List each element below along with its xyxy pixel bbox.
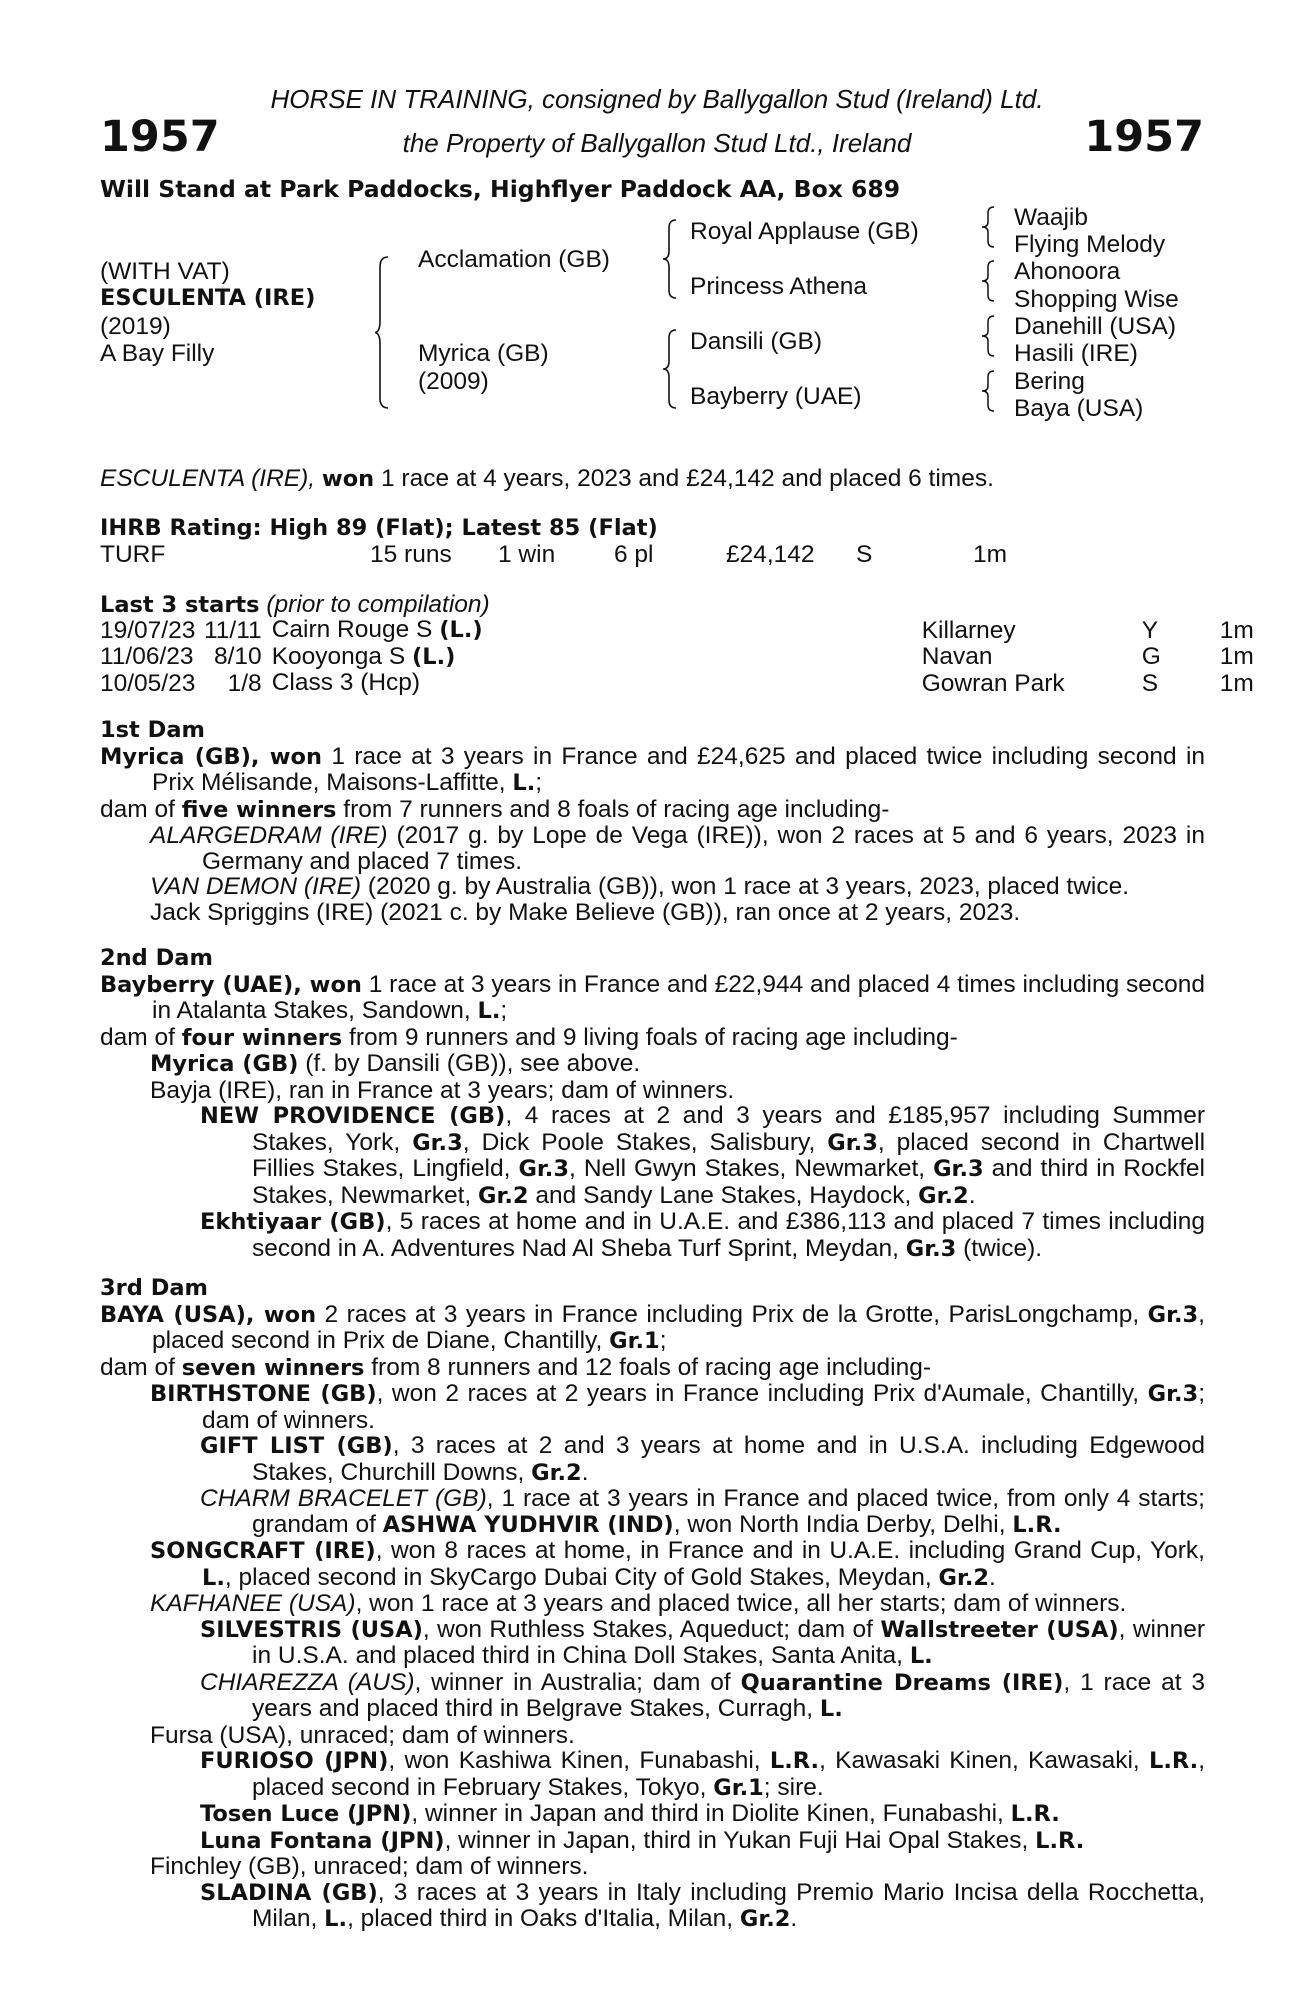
start-race: Kooyonga S (L.) [271,642,456,670]
first-dam-heading: 1st Dam [100,717,205,743]
summary-text: 1 race at 4 years, 2023 and £24,142 and placed 6 times. [380,465,994,492]
last-starts-title: Last 3 starts [100,592,260,618]
start-date: 19/07/23 [100,616,196,644]
start-distance: 1m [1219,669,1254,697]
list-item: CHARM BRACELET (GB), 1 race at 3 years in France and placed twice, from only 4 starts; grandam of ASHWA YUDHVIR (IND), won North India Derby, Delhi, L.R. [200,1485,1205,1538]
third-dam-produce: dam of seven winners from 8 runners and 12 foals of racing age including- [100,1353,931,1381]
start-course: Navan [921,643,993,670]
summary-horse-name: ESCULENTA (IRE), [100,465,316,492]
list-item: SONGCRAFT (IRE), won 8 races at home, in France and in U.A.E. including Grand Cup, York, L., placed second in SkyCargo Dubai City of Gold Stakes, Meydan, Gr.2. [150,1537,1205,1591]
list-item: BIRTHSTONE (GB), won 2 races at 2 years in France including Prix d'Aumale, Chantilly, Gr.3; dam of winners. [150,1380,1205,1434]
list-item: Finchley (GB), unraced; dam of winners. [150,1853,589,1880]
grandsire-3: Danehill (USA) [1014,313,1177,340]
sire-sire: Royal Applause (GB) [690,218,919,245]
vat-label: (WITH VAT) [100,258,230,285]
list-item: SLADINA (GB), 3 races at 3 years in Italy including Premio Mario Incisa della Rocchetta, Milan, L., placed third in Oaks d'Italia, Milan, Gr.2. [200,1878,1205,1932]
granddam-3: Hasili (IRE) [1014,340,1138,367]
rating-placed: 6 pl [614,541,654,568]
table-row [100,617,1254,644]
grandsire-1: Waajib [1014,204,1088,231]
rating-earnings: £24,142 [726,541,815,568]
pedigree-brace-dam [662,328,678,410]
rating-title: IHRB Rating: High 89 (Flat); Latest 85 (Flat) [100,515,658,541]
rating-surface: TURF [100,541,166,568]
dam-sire: Dansili (GB) [690,328,823,355]
start-position: 11/11 [204,616,262,644]
list-item: Bayja (IRE), ran in France at 3 years; dam of winners. [150,1076,735,1104]
summary-won: won [321,466,375,492]
start-race: Class 3 (Hcp) [271,669,421,696]
start-going: Y [1141,616,1159,644]
pedigree-brace-sire [662,218,678,300]
last-starts-note: (prior to compilation) [266,591,490,618]
list-item: NEW PROVIDENCE (GB), 4 races at 2 and 3 years and £185,957 including Summer Stakes, York, Gr.3, Dick Poole Stakes, Salisbury, Gr.3, placed second in Chartwell Fillies Stakes, Lingfield, Gr.3, Nell Gwyn Stakes, Newmarket, Gr.3 and third in Rockfel Stakes, Newmarket, Gr.2 and Sandy Lane Stakes, Haydock, Gr.2. [200,1102,1206,1209]
list-item: Jack Spriggins (IRE) (2021 c. by Make Believe (GB)), ran once at 2 years, 2023. [150,898,1021,926]
horse-name: ESCULENTA (IRE) [100,285,316,311]
first-dam-record: Myrica (GB), won 1 race at 3 years in France and £24,625 and placed twice including second in Prix Mélisande, Maisons-Laffitte, L.; [100,742,1206,796]
list-item: FURIOSO (JPN), won Kashiwa Kinen, Funabashi, L.R., Kawasaki Kinen, Kawasaki, L.R., placed second in February Stakes, Tokyo, Gr.1; sire. [200,1747,1206,1801]
list-item: CHIAREZZA (AUS), winner in Australia; dam of Quarantine Dreams (IRE), 1 race at 3 years and placed third in Belgrave Stakes, Curragh, L. [200,1668,1205,1722]
second-dam-section [100,946,1205,1262]
grandsire-4: Bering [1014,368,1085,395]
start-distance: 1m [1219,643,1254,670]
start-race: Cairn Rouge S (L.) [271,616,483,643]
first-dam-section [100,718,1205,925]
table-row [100,670,1254,697]
list-item: Ekhtiyaar (GB), 5 races at home and in U.A.E. and £386,113 and placed 7 times including second in A. Adventures Nad Al Sheba Turf Sprint, Meydan, Gr.3 (twice). [200,1208,1206,1262]
list-item: SILVESTRIS (USA), won Ruthless Stakes, Aqueduct; dam of Wallstreeter (USA), winner in U.S.A. and placed third in China Doll Stakes, Santa Anita, L. [200,1615,1205,1669]
granddam-4: Baya (USA) [1014,395,1144,422]
last-starts-title-line [100,591,490,619]
pedigree-brace-g2 [980,259,996,303]
rating-going: S [856,541,873,568]
list-item: ALARGEDRAM (IRE) (2017 g. by Lope de Vega (IRE)), won 2 races at 5 and 6 years, 2023 in Germany and placed 7 times. [150,822,1205,875]
table-row [100,644,1254,671]
pedigree-brace-g1 [980,205,996,249]
third-dam-section [100,1276,1205,1933]
list-item: Fursa (USA), unraced; dam of winners. [150,1721,575,1749]
lot-number-left: 1957 [100,112,220,162]
dam-dam: Bayberry (UAE) [690,383,862,410]
start-course: Gowran Park [921,669,1065,697]
start-distance: 1m [1219,616,1254,644]
second-dam-produce: dam of four winners from 9 runners and 9 living foals of racing age including- [100,1023,958,1051]
first-dam-produce: dam of five winners from 7 runners and 8 foals of racing age including- [100,795,890,823]
property-line: the Property of Ballygallon Stud Ltd., Ireland [402,128,912,158]
third-dam-heading: 3rd Dam [100,1275,208,1301]
start-going: S [1141,669,1159,697]
list-item: KAFHANEE (USA), won 1 race at 3 years and placed twice, all her starts; dam of winners. [150,1590,1127,1617]
consignor-line: HORSE IN TRAINING, consigned by Ballygallon Stud (Ireland) Ltd. [270,84,1044,114]
list-item: Tosen Luce (JPN), winner in Japan and third in Diolite Kinen, Funabashi, L.R. [200,1800,1060,1827]
grandsire-2: Ahonoora [1014,258,1121,285]
list-item: Luna Fontana (JPN), winner in Japan, third in Yukan Fuji Hai Opal Stakes, L.R. [200,1826,1085,1854]
pedigree-brace-g4 [980,369,996,413]
start-course: Killarney [921,616,1016,644]
start-going: G [1141,643,1161,670]
rating-distance: 1m [973,541,1008,568]
pedigree-brace-main [374,255,390,410]
horse-description: A Bay Filly [100,340,215,367]
race-summary [100,465,994,493]
sire-dam: Princess Athena [690,273,868,300]
third-dam-record: BAYA (USA), won 2 races at 3 years in France including Prix de la Grotte, ParisLongchamp, Gr.3, placed second in Prix de Diane, Chantilly, Gr.1; [100,1300,1205,1354]
pedigree-brace-g3 [980,314,996,358]
rating-runs: 15 runs [370,541,452,568]
last-starts-table [100,617,1254,697]
list-item: VAN DEMON (IRE) (2020 g. by Australia (GB)), won 1 race at 3 years, 2023, placed twice. [150,873,1130,900]
second-dam-record: Bayberry (UAE), won 1 race at 3 years in France and £22,944 and placed 4 times including second in Atalanta Stakes, Sandown, L.; [100,970,1206,1024]
start-position: 1/8 [227,669,262,697]
granddam-1: Flying Melody [1014,231,1166,258]
granddam-2: Shopping Wise [1014,286,1179,313]
rating-wins: 1 win [498,541,556,568]
start-date: 11/06/23 [100,643,194,670]
list-item: Myrica (GB) (f. by Dansili (GB)), see above. [150,1050,641,1077]
horse-year: (2019) [100,313,171,340]
start-position: 8/10 [214,643,262,670]
sire-name: Acclamation (GB) [418,246,610,273]
dam-year: (2009) [418,368,489,395]
dam-name: Myrica (GB) [418,340,549,367]
stand-location: Will Stand at Park Paddocks, Highflyer Paddock AA, Box 689 [100,175,901,203]
second-dam-heading: 2nd Dam [100,945,213,971]
lot-number-right: 1957 [1084,112,1204,162]
list-item: GIFT LIST (GB), 3 races at 2 and 3 years at home and in U.S.A. including Edgewood Stakes, Churchill Downs, Gr.2. [200,1432,1205,1486]
start-date: 10/05/23 [100,669,196,697]
